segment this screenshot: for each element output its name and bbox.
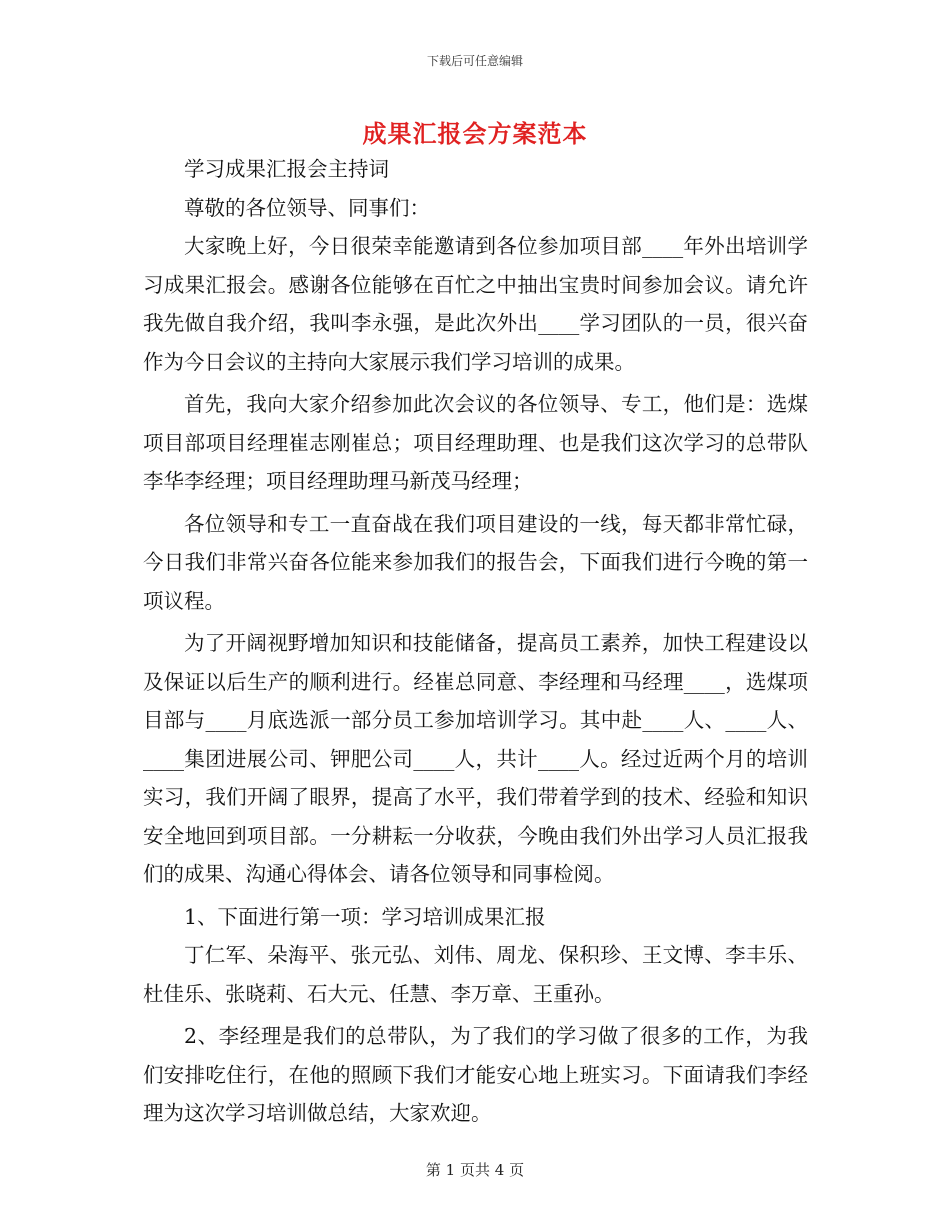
- document-title: 成果汇报会方案范本: [362, 119, 588, 148]
- paragraph-greeting: 尊敬的各位领导、同事们：: [184, 195, 430, 220]
- paragraph-item-2: 2、李经理是我们的总带队，为了我们的学习做了很多的工作，为我们安排吃住行，在他的照顾下我们才能安心地上班实习。下面请我们李经理为这次学习培训做总结，大家欢迎。: [143, 1024, 808, 1125]
- paragraph-introduction: 首先，我向大家介绍参加此次会议的各位领导、专工，他们是：选煤项目部项目经理崔志刚崔总；项目经理助理、也是我们这次学习的总带队李华李经理；项目经理助理马新茂马经理；: [143, 392, 808, 493]
- paragraph-item-1: 1、下面进行第一项：学习培训成果汇报: [184, 904, 546, 929]
- paragraph-background: 为了开阔视野增加知识和技能储备，提高员工素养，加快工程建设以及保证以后生产的顺利进行。经崔总同意、李经理和马经理____，选煤项目部与____月底选派一部分员工参加培训学习。其中赴____人、____人、____集团进展公司、钾肥公司____人，共计____人。经过近两个月的培训实习，我们开阔了眼界，提高了水平，我们带着学到的技术、经验和知识安全地回到项目部。一分耕耘一分收获，今晚由我们外出学习人员汇报我们的成果、沟通心得体会、请各位领导和同事检阅。: [143, 631, 808, 886]
- paragraph-opening: 大家晚上好，今日很荣幸能邀请到各位参加项目部____年外出培训学习成果汇报会。感谢各位能够在百忙之中抽出宝贵时间参加会议。请允许我先做自我介绍，我叫李永强，是此次外出____学习团队的一员，很兴奋作为今日会议的主持向大家展示我们学习培训的成果。: [143, 234, 808, 374]
- paragraph-names: 丁仁军、朵海平、张元弘、刘伟、周龙、保积珍、王文博、李丰乐、杜佳乐、张晓莉、石大元、任慧、李万章、王重孙。: [143, 943, 808, 1006]
- paragraph-heading: 学习成果汇报会主持词: [184, 157, 389, 181]
- page-number: 第 1 页共 4 页: [425, 1161, 525, 1179]
- paragraph-welcome: 各位领导和专工一直奋战在我们项目建设的一线，每天都非常忙碌，今日我们非常兴奋各位能来参加我们的报告会，下面我们进行今晚的第一项议程。: [143, 511, 808, 613]
- page-header-note: 下载后可任意编辑: [426, 54, 523, 68]
- document-body: [143, 150, 808, 1133]
